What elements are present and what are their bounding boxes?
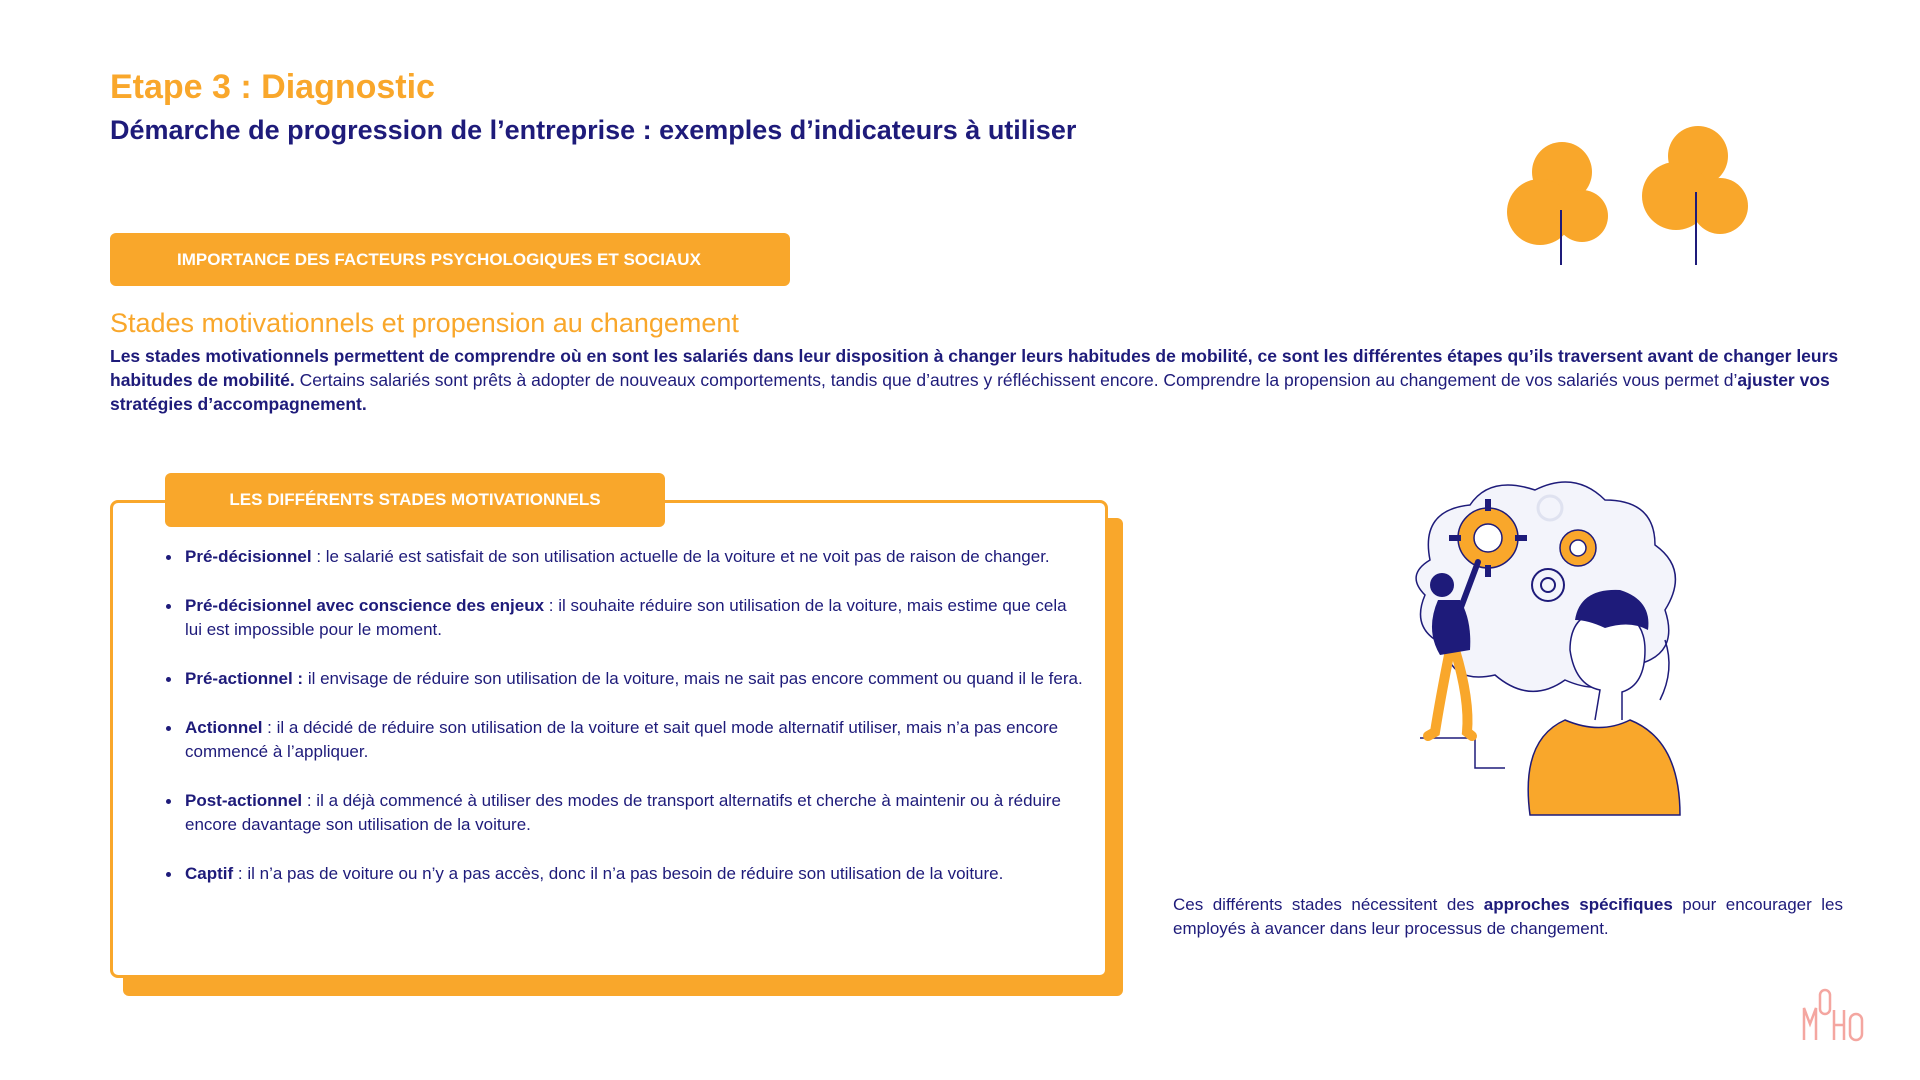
conclusion-bold: approches spécifiques bbox=[1483, 895, 1673, 914]
page-title: Etape 3 : Diagnostic bbox=[110, 68, 435, 106]
list-item bbox=[165, 594, 1085, 642]
intro-paragraph bbox=[110, 344, 1840, 416]
stages-card-label: LES DIFFÉRENTS STADES MOTIVATIONNELS bbox=[165, 473, 665, 527]
page-subtitle: Démarche de progression de l’entreprise : exemples d’indicateurs à utiliser bbox=[110, 115, 1077, 145]
list-item bbox=[165, 716, 1085, 764]
list-item bbox=[165, 862, 1085, 886]
stage-name: Post-actionnel bbox=[185, 791, 303, 810]
importance-banner: IMPORTANCE DES FACTEURS PSYCHOLOGIQUES ET SOCIAUX bbox=[110, 233, 790, 286]
conclusion-end: pour encourager les employés à avancer dans leur processus de changement. bbox=[1173, 895, 1843, 938]
intro-text: Certains salariés sont prêts à adopter de nouveaux comportements, tandis que d’autres y réfléchissent encore. Comprendre la propension au changement de vos salariés vous permet d’ bbox=[294, 370, 1738, 390]
stage-description: : le salarié est satisfait de son utilisation actuelle de la voiture et ne voit pas de raison de changer. bbox=[311, 547, 1050, 566]
stage-name: Pré-décisionnel bbox=[185, 547, 312, 566]
trees-icon bbox=[1500, 120, 1760, 270]
list-item bbox=[165, 545, 1085, 569]
thinking-gears-illustration bbox=[1360, 470, 1710, 820]
intro-bold-end: ajuster vos stratégies d’accompagnement. bbox=[110, 370, 1830, 414]
stage-name: Captif bbox=[185, 864, 234, 883]
section-heading: Stades motivationnels et propension au changement bbox=[110, 308, 739, 338]
moho-logo bbox=[1800, 980, 1868, 1042]
intro-bold: Les stades motivationnels permettent de comprendre où en sont les salariés dans leur disposition à changer leurs habitudes de mobilité, ce sont les différentes étapes qu’ils traversent avant de changer leurs habitudes de mobilité. bbox=[110, 346, 1839, 390]
stage-description: il envisage de réduire son utilisation de la voiture, mais ne sait pas encore comment ou quand il le fera. bbox=[303, 669, 1083, 688]
stage-description: : il souhaite réduire son utilisation de la voiture, mais estime que cela lui est impossible pour le moment. bbox=[185, 596, 1067, 639]
conclusion-start: Ces différents stades nécessitent des bbox=[1173, 895, 1484, 914]
stage-name: Pré-décisionnel avec conscience des enjeux bbox=[185, 596, 545, 615]
stages-list bbox=[165, 545, 1085, 911]
conclusion-text bbox=[1173, 893, 1843, 941]
stage-description: : il a décidé de réduire son utilisation de la voiture et sait quel mode alternatif utiliser, mais n’a pas encore commencé à l’appliquer. bbox=[185, 718, 1059, 761]
stage-description: : il a déjà commencé à utiliser des modes de transport alternatifs et cherche à maintenir ou à réduire encore davantage son utilisation de la voiture. bbox=[185, 791, 1061, 834]
stage-name: Pré-actionnel : bbox=[185, 669, 304, 688]
stage-description: : il n’a pas de voiture ou n’y a pas accès, donc il n’a pas besoin de réduire son utilisation de la voiture. bbox=[233, 864, 1004, 883]
stage-name: Actionnel bbox=[185, 718, 263, 737]
list-item bbox=[165, 789, 1085, 837]
list-item bbox=[165, 667, 1085, 691]
